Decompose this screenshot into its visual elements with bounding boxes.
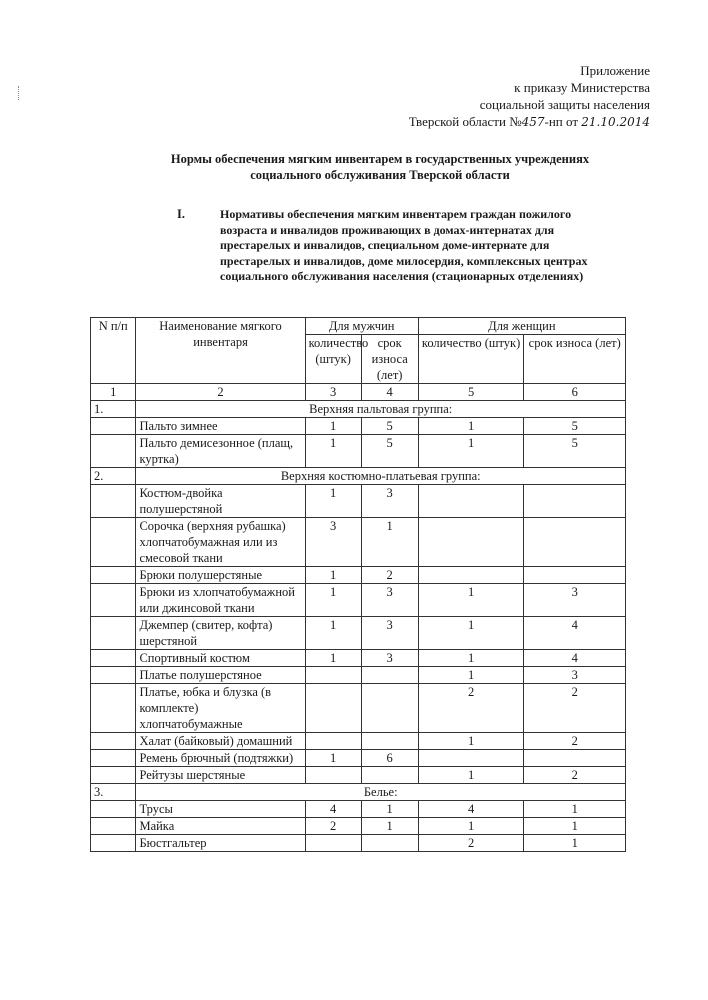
row-number: [91, 835, 136, 852]
table-row: [91, 667, 626, 684]
table-row: [91, 418, 626, 435]
order-date: 21.10.2014: [581, 115, 650, 129]
table-row: [91, 733, 626, 750]
item-name: Пальто зимнее: [136, 418, 305, 435]
order-suffix: -нп от: [544, 114, 579, 129]
women-quantity: [418, 485, 524, 518]
men-wear-term: 3: [361, 650, 418, 667]
table-row: [91, 767, 626, 784]
women-wear-term: 5: [524, 435, 626, 468]
header-women-term: срок износа (лет): [524, 335, 626, 384]
women-quantity: [418, 518, 524, 567]
header-line-ministry: социальной защиты населения: [479, 97, 650, 112]
row-number: [91, 684, 136, 733]
men-quantity: 1: [305, 750, 361, 767]
men-quantity: 3: [305, 518, 361, 567]
group-title: Верхняя пальтовая группа:: [136, 401, 626, 418]
item-name: Брюки полушерстяные: [136, 567, 305, 584]
row-number: [91, 767, 136, 784]
women-wear-term: [524, 518, 626, 567]
section-title: Нормативы обеспечения мягким инвентарем граждан пожилого возраста и инвалидов проживающих в домах-интернатах для престарелых и инвалидов, специальном доме-интернате для престарелых и инвалидов, доме милосердия, комплексных центрах социального обслуживания населения (стационарных отделениях): [220, 207, 588, 283]
men-wear-term: 3: [361, 617, 418, 650]
table-row: [91, 835, 626, 852]
men-wear-term: 1: [361, 818, 418, 835]
row-number: [91, 518, 136, 567]
men-quantity: 1: [305, 567, 361, 584]
order-number: 457: [521, 115, 545, 129]
men-wear-term: [361, 684, 418, 733]
men-wear-term: 3: [361, 485, 418, 518]
header-line-order: к приказу Министерства: [514, 80, 650, 95]
column-number: 5: [418, 384, 524, 401]
men-wear-term: 2: [361, 567, 418, 584]
column-number: 2: [136, 384, 305, 401]
title-line-1: Нормы обеспечения мягким инвентарем в государственных учреждениях: [170, 152, 590, 166]
column-number: 4: [361, 384, 418, 401]
men-quantity: 1: [305, 418, 361, 435]
table-row: [91, 435, 626, 468]
item-name: Бюстгальтер: [136, 835, 305, 852]
row-number: [91, 650, 136, 667]
row-number: [91, 435, 136, 468]
men-wear-term: 5: [361, 435, 418, 468]
table-row: [91, 684, 626, 733]
header-women-qty: количество (штук): [418, 335, 524, 384]
table-row: [91, 801, 626, 818]
men-wear-term: 3: [361, 584, 418, 617]
header-men-term: срок износа (лет): [361, 335, 418, 384]
group-number: 2.: [91, 468, 136, 485]
table-row: [91, 650, 626, 667]
men-quantity: [305, 733, 361, 750]
group-number: 1.: [91, 401, 136, 418]
men-wear-term: [361, 835, 418, 852]
header-num: N п/п: [91, 318, 136, 384]
men-quantity: 1: [305, 435, 361, 468]
women-wear-term: [524, 750, 626, 767]
women-quantity: 1: [418, 435, 524, 468]
women-quantity: [418, 750, 524, 767]
table-body: [91, 401, 626, 852]
group-row: [91, 784, 626, 801]
men-quantity: [305, 835, 361, 852]
item-name: Костюм-двойка полушерстяной: [136, 485, 305, 518]
section-number: I.: [177, 207, 185, 221]
women-quantity: 1: [418, 733, 524, 750]
women-wear-term: 2: [524, 733, 626, 750]
row-number: [91, 818, 136, 835]
group-row: [91, 468, 626, 485]
women-wear-term: [524, 485, 626, 518]
women-wear-term: 2: [524, 684, 626, 733]
group-number: 3.: [91, 784, 136, 801]
item-name: Майка: [136, 818, 305, 835]
column-number: 3: [305, 384, 361, 401]
row-number: [91, 733, 136, 750]
row-number: [91, 801, 136, 818]
order-reference: [409, 62, 650, 131]
women-wear-term: 1: [524, 801, 626, 818]
table-header: [91, 318, 626, 401]
men-wear-term: [361, 767, 418, 784]
men-quantity: 4: [305, 801, 361, 818]
men-wear-term: 1: [361, 801, 418, 818]
group-title: Белье:: [136, 784, 626, 801]
row-number: [91, 750, 136, 767]
column-number-row: [91, 384, 626, 401]
header-name: Наименование мягкого инвентаря: [136, 318, 305, 384]
women-quantity: 1: [418, 767, 524, 784]
row-number: [91, 567, 136, 584]
men-wear-term: 6: [361, 750, 418, 767]
row-number: [91, 667, 136, 684]
table-row: [91, 818, 626, 835]
group-row: [91, 401, 626, 418]
title-line-2: социального обслуживания Тверской области: [250, 168, 510, 182]
women-wear-term: 4: [524, 617, 626, 650]
document-title: [80, 151, 680, 183]
item-name: Спортивный костюм: [136, 650, 305, 667]
women-wear-term: 3: [524, 584, 626, 617]
row-number: [91, 617, 136, 650]
women-quantity: 2: [418, 835, 524, 852]
item-name: Платье полушерстяное: [136, 667, 305, 684]
women-quantity: 1: [418, 418, 524, 435]
men-quantity: [305, 684, 361, 733]
header-women: Для женщин: [418, 318, 625, 335]
men-quantity: 1: [305, 485, 361, 518]
men-wear-term: [361, 733, 418, 750]
norms-table: [90, 317, 626, 852]
women-quantity: 1: [418, 584, 524, 617]
women-quantity: 1: [418, 667, 524, 684]
women-wear-term: 3: [524, 667, 626, 684]
header-men: Для мужчин: [305, 318, 418, 335]
women-quantity: 1: [418, 818, 524, 835]
table-row: [91, 750, 626, 767]
group-title: Верхняя костюмно-платьевая группа:: [136, 468, 626, 485]
scan-artifact: [18, 86, 22, 100]
item-name: Сорочка (верхняя рубашка) хлопчатобумажная или из смесовой ткани: [136, 518, 305, 567]
women-wear-term: 4: [524, 650, 626, 667]
men-quantity: 2: [305, 818, 361, 835]
men-wear-term: [361, 667, 418, 684]
item-name: Брюки из хлопчатобумажной или джинсовой ткани: [136, 584, 305, 617]
women-quantity: 4: [418, 801, 524, 818]
item-name: Трусы: [136, 801, 305, 818]
row-number: [91, 584, 136, 617]
men-quantity: [305, 667, 361, 684]
item-name: Пальто демисезонное (плащ, куртка): [136, 435, 305, 468]
women-quantity: 1: [418, 617, 524, 650]
column-number: 6: [524, 384, 626, 401]
item-name: Халат (байковый) домашний: [136, 733, 305, 750]
women-wear-term: 1: [524, 835, 626, 852]
region-prefix: Тверской области №: [408, 114, 522, 129]
men-quantity: 1: [305, 617, 361, 650]
item-name: Ремень брючный (подтяжки): [136, 750, 305, 767]
table-row: [91, 584, 626, 617]
item-name: Рейтузы шерстяные: [136, 767, 305, 784]
header-line-region: [409, 113, 650, 131]
item-name: Платье, юбка и блузка (в комплекте) хлопчатобумажные: [136, 684, 305, 733]
item-name: Джемпер (свитер, кофта) шерстяной: [136, 617, 305, 650]
women-quantity: 1: [418, 650, 524, 667]
row-number: [91, 485, 136, 518]
women-quantity: 2: [418, 684, 524, 733]
women-wear-term: 2: [524, 767, 626, 784]
women-wear-term: 5: [524, 418, 626, 435]
table-row: [91, 567, 626, 584]
table-row: [91, 485, 626, 518]
column-number: 1: [91, 384, 136, 401]
table-row: [91, 617, 626, 650]
header-men-qty: количество (штук): [305, 335, 361, 384]
table-row: [91, 518, 626, 567]
header-line-appendix: Приложение: [580, 63, 650, 78]
men-quantity: [305, 767, 361, 784]
women-wear-term: 1: [524, 818, 626, 835]
men-wear-term: 1: [361, 518, 418, 567]
men-wear-term: 5: [361, 418, 418, 435]
row-number: [91, 418, 136, 435]
women-quantity: [418, 567, 524, 584]
men-quantity: 1: [305, 650, 361, 667]
men-quantity: 1: [305, 584, 361, 617]
women-wear-term: [524, 567, 626, 584]
